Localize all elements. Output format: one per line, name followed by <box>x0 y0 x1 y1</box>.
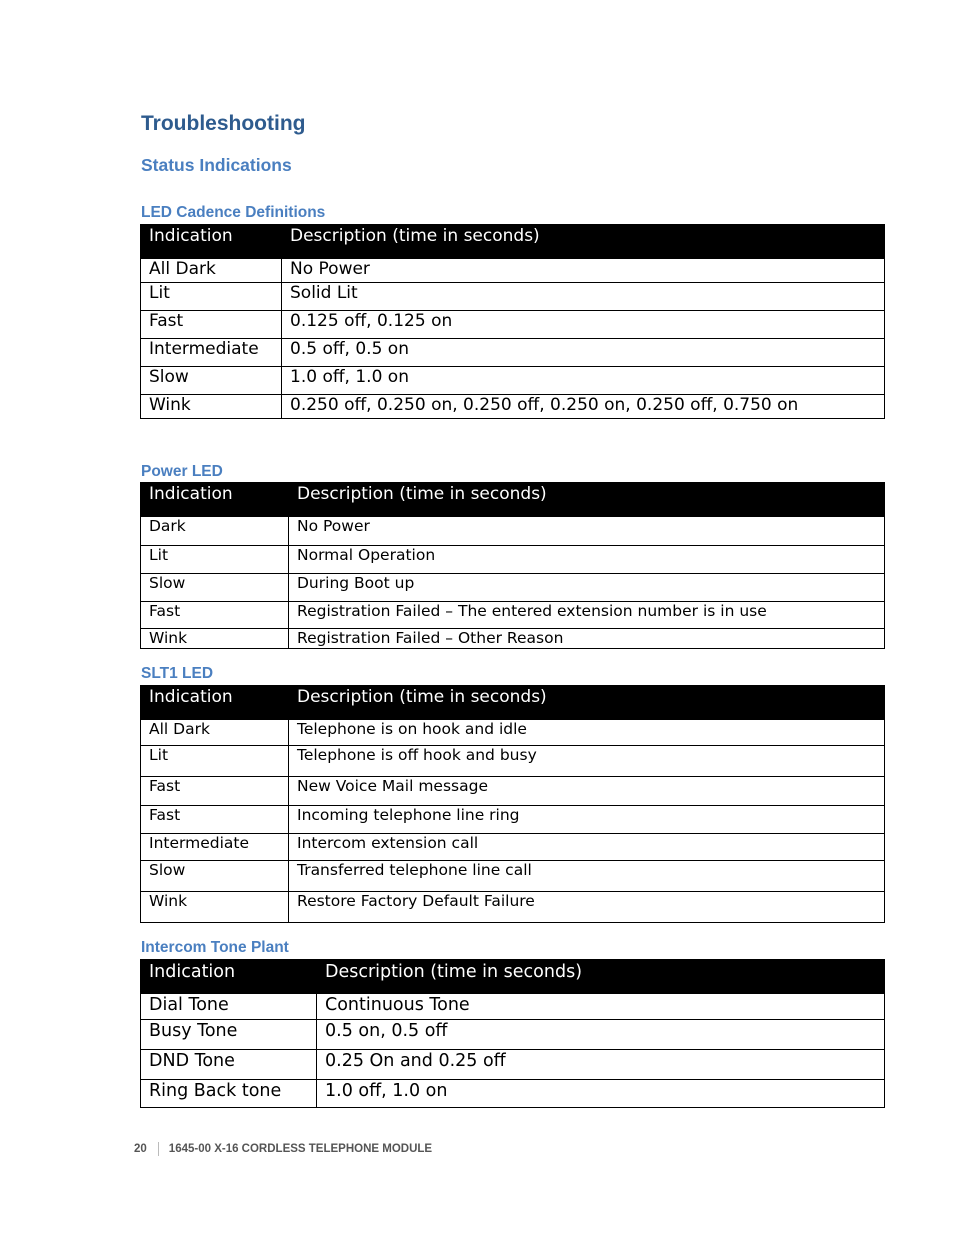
description-cell: 0.125 off, 0.125 on <box>282 311 885 339</box>
indication-cell: Intermediate <box>141 339 282 367</box>
footer-divider <box>158 1142 159 1156</box>
column-header-description: Description (time in seconds) <box>282 225 885 259</box>
description-cell: Normal Operation <box>289 546 885 574</box>
column-header-description: Description (time in seconds) <box>289 483 885 517</box>
table-row <box>141 339 885 367</box>
indication-cell: Slow <box>141 861 289 892</box>
description-cell: During Boot up <box>289 574 885 602</box>
table-row <box>141 834 885 861</box>
table-row <box>141 311 885 339</box>
description-cell: 0.250 off, 0.250 on, 0.250 off, 0.250 on, 0.250 off, 0.750 on <box>282 395 885 419</box>
indication-cell: Ring Back tone <box>141 1080 317 1108</box>
section-title: Status Indications <box>141 155 292 175</box>
description-cell: 1.0 off, 1.0 on <box>282 367 885 395</box>
table-row <box>141 602 885 629</box>
indication-cell: Dial Tone <box>141 994 317 1020</box>
column-header-indication: Indication <box>141 686 289 720</box>
table-header-row <box>141 225 885 259</box>
indication-cell: Fast <box>141 602 289 629</box>
table-row <box>141 629 885 649</box>
indication-cell: Wink <box>141 629 289 649</box>
table-row <box>141 746 885 777</box>
table-row <box>141 892 885 923</box>
column-header-description: Description (time in seconds) <box>317 960 885 994</box>
table-header-row <box>141 483 885 517</box>
indication-cell: DND Tone <box>141 1050 317 1080</box>
indication-cell: Lit <box>141 546 289 574</box>
column-header-indication: Indication <box>141 225 282 259</box>
column-header-indication: Indication <box>141 960 317 994</box>
description-cell: Registration Failed – The entered extension number is in use <box>289 602 885 629</box>
indication-cell: Wink <box>141 395 282 419</box>
led-cadence-table <box>140 224 885 419</box>
description-cell: No Power <box>289 517 885 546</box>
table-caption-led-cadence: LED Cadence Definitions <box>141 204 326 221</box>
description-cell: Telephone is off hook and busy <box>289 746 885 777</box>
column-header-description: Description (time in seconds) <box>289 686 885 720</box>
description-cell: Solid Lit <box>282 283 885 311</box>
indication-cell: Slow <box>141 574 289 602</box>
indication-cell: Fast <box>141 311 282 339</box>
indication-cell: Dark <box>141 517 289 546</box>
table-row <box>141 259 885 283</box>
description-cell: Telephone is on hook and idle <box>289 720 885 746</box>
table-row <box>141 395 885 419</box>
table-header-row <box>141 686 885 720</box>
table-row <box>141 574 885 602</box>
description-cell: Registration Failed – Other Reason <box>289 629 885 649</box>
description-cell: Continuous Tone <box>317 994 885 1020</box>
description-cell: Transferred telephone line call <box>289 861 885 892</box>
table-caption-power-led: Power LED <box>141 463 223 480</box>
indication-cell: Busy Tone <box>141 1020 317 1050</box>
indication-cell: Wink <box>141 892 289 923</box>
table-row <box>141 1080 885 1108</box>
page-title: Troubleshooting <box>141 112 306 135</box>
table-row <box>141 777 885 806</box>
table-row <box>141 546 885 574</box>
column-header-indication: Indication <box>141 483 289 517</box>
table-header-row <box>141 960 885 994</box>
description-cell: No Power <box>282 259 885 283</box>
indication-cell: Lit <box>141 746 289 777</box>
indication-cell: All Dark <box>141 259 282 283</box>
table-row <box>141 517 885 546</box>
description-cell: Incoming telephone line ring <box>289 806 885 834</box>
slt1-led-table <box>140 685 885 923</box>
description-cell: 0.25 On and 0.25 off <box>317 1050 885 1080</box>
indication-cell: Slow <box>141 367 282 395</box>
description-cell: 1.0 off, 1.0 on <box>317 1080 885 1108</box>
indication-cell: Intermediate <box>141 834 289 861</box>
indication-cell: Fast <box>141 806 289 834</box>
table-row <box>141 283 885 311</box>
description-cell: 0.5 on, 0.5 off <box>317 1020 885 1050</box>
description-cell: Restore Factory Default Failure <box>289 892 885 923</box>
intercom-tone-plant-table <box>140 959 885 1108</box>
page-footer <box>134 1142 432 1156</box>
description-cell: 0.5 off, 0.5 on <box>282 339 885 367</box>
indication-cell: Lit <box>141 283 282 311</box>
indication-cell: All Dark <box>141 720 289 746</box>
document-title: 1645-00 X-16 CORDLESS TELEPHONE MODULE <box>168 1143 433 1155</box>
indication-cell: Fast <box>141 777 289 806</box>
table-row <box>141 367 885 395</box>
table-row <box>141 1020 885 1050</box>
table-row <box>141 720 885 746</box>
description-cell: Intercom extension call <box>289 834 885 861</box>
table-caption-intercom-tone-plant: Intercom Tone Plant <box>141 939 289 956</box>
table-row <box>141 861 885 892</box>
page-number: 20 <box>134 1143 147 1155</box>
power-led-table <box>140 482 885 649</box>
table-caption-slt1-led: SLT1 LED <box>141 665 214 682</box>
table-row <box>141 806 885 834</box>
table-row <box>141 1050 885 1080</box>
description-cell: New Voice Mail message <box>289 777 885 806</box>
table-row <box>141 994 885 1020</box>
